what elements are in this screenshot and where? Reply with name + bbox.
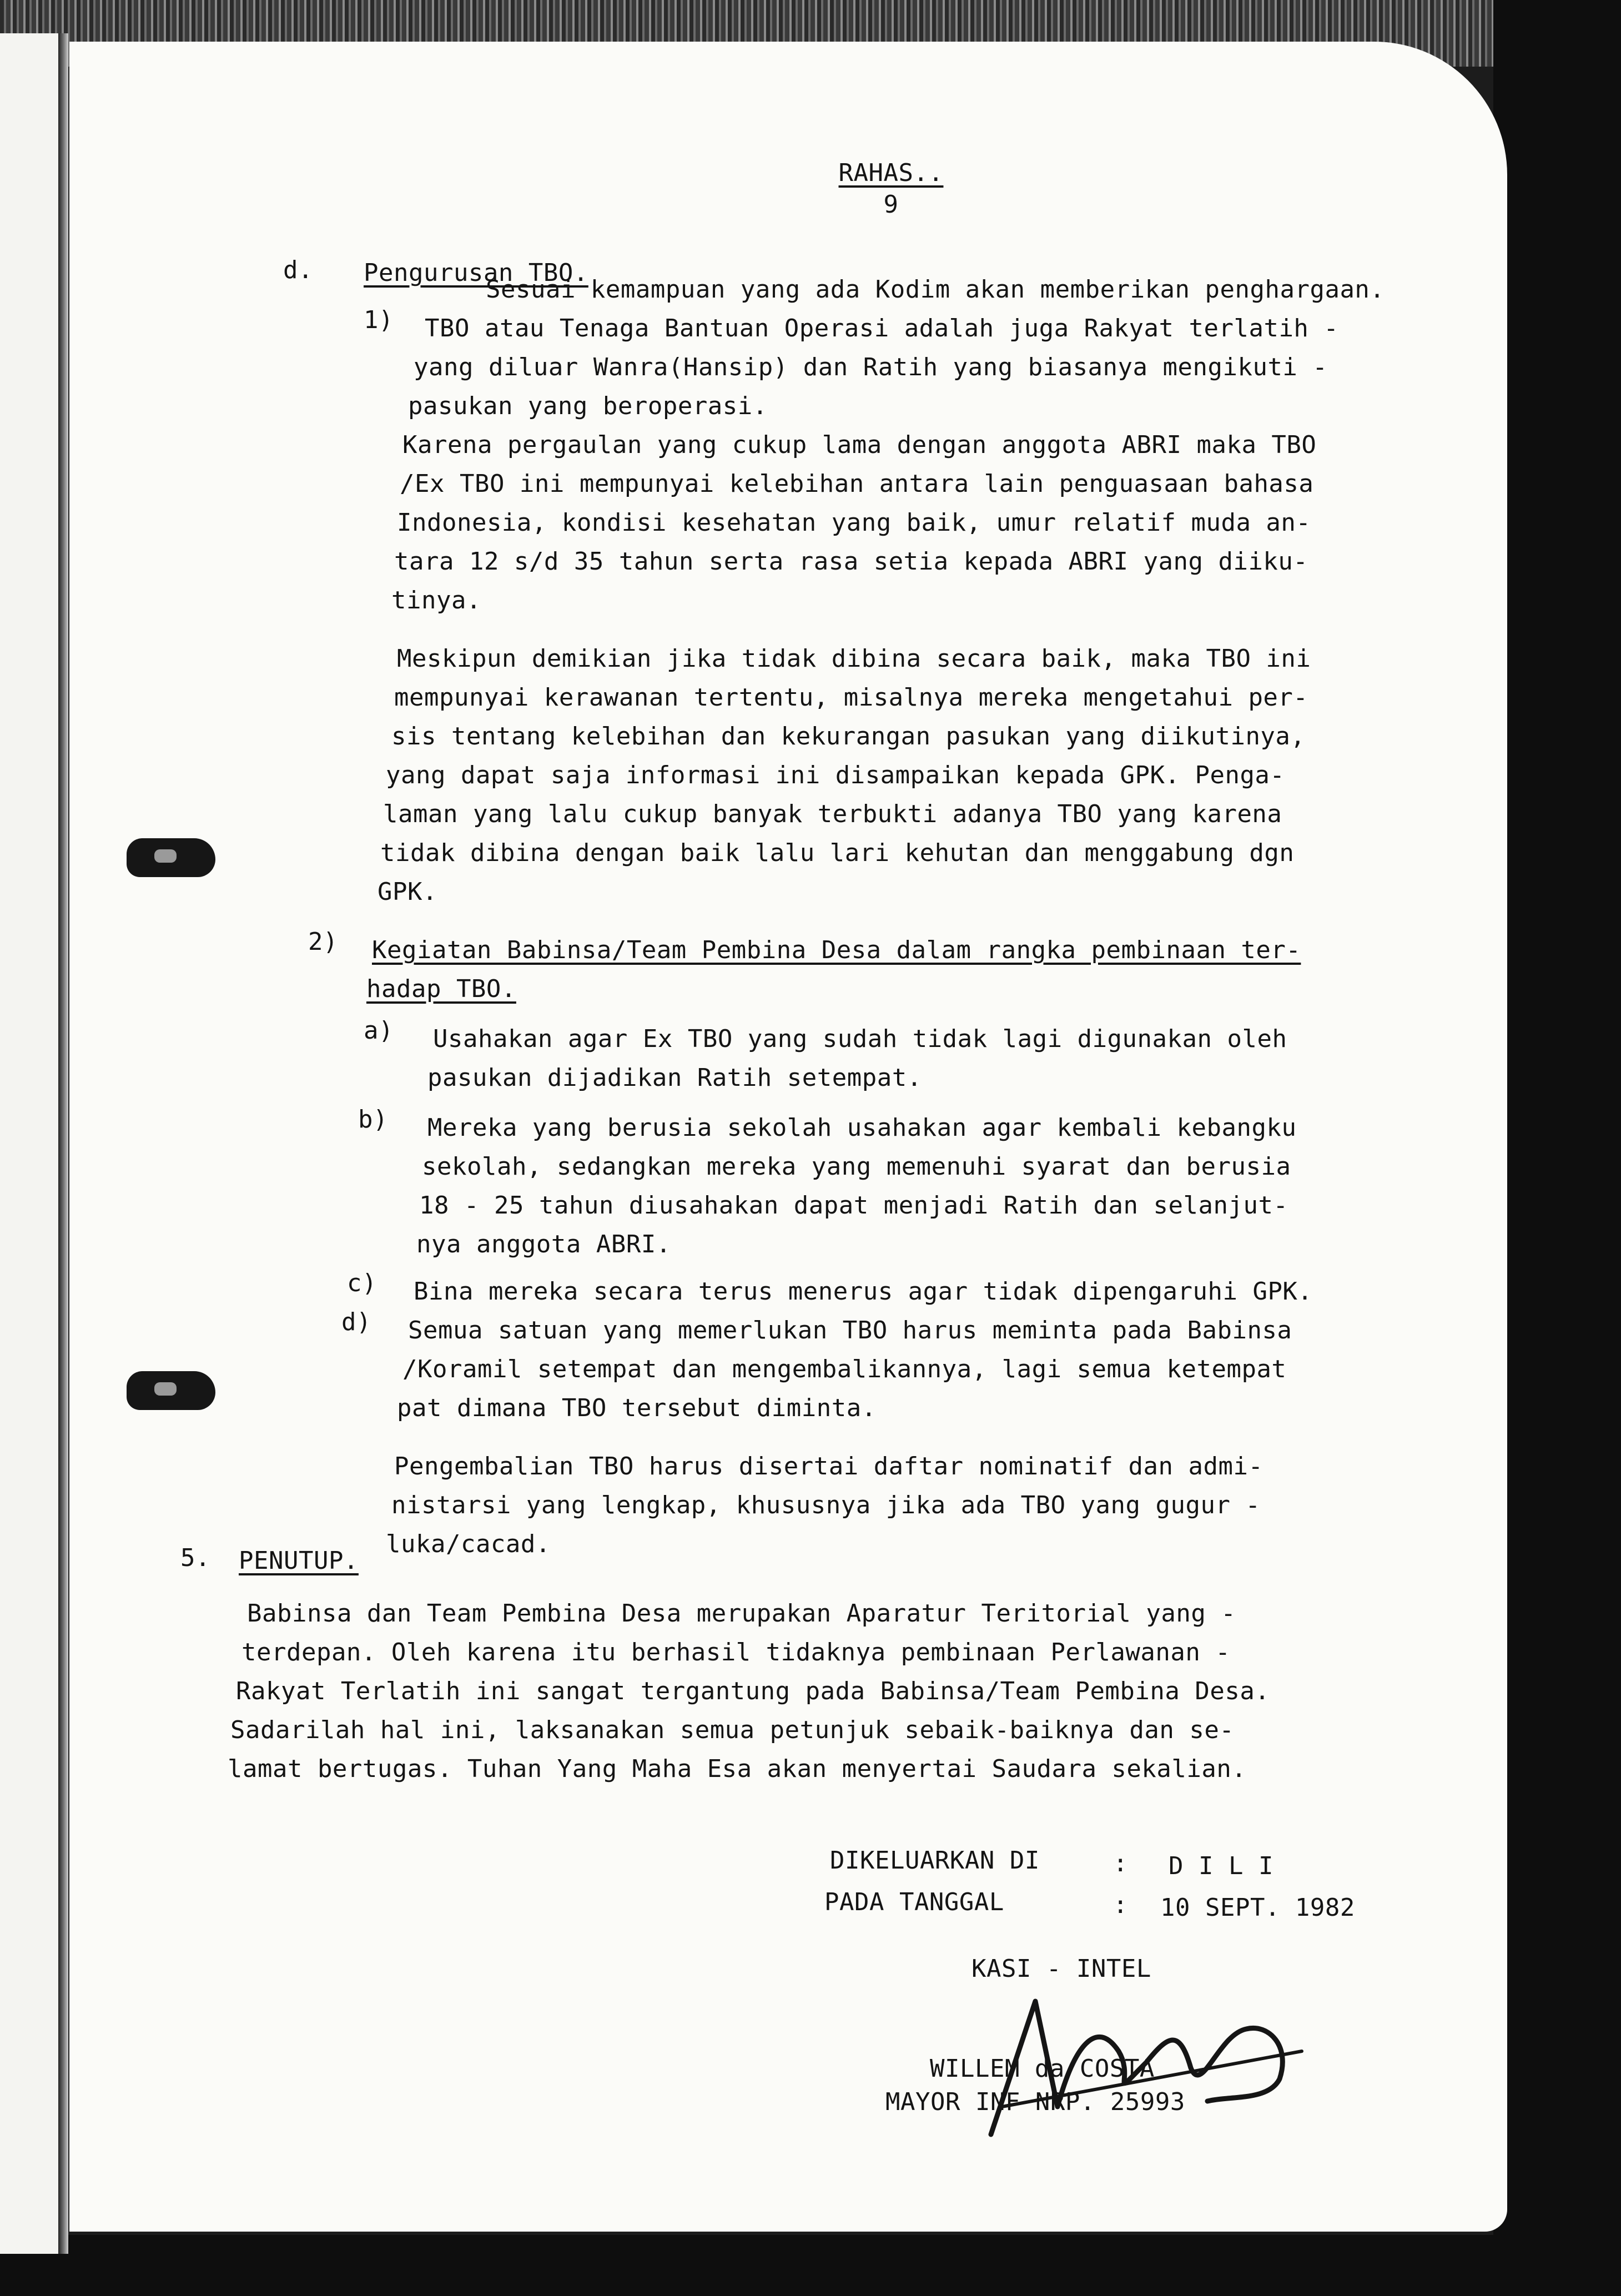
- text-line: Meskipun demikian jika tidak dibina secara baik, maka TBO ini: [397, 645, 1311, 673]
- text-line: Bina mereka secara terus menerus agar tidak dipengaruhi GPK.: [414, 1277, 1313, 1306]
- date-value: 10 SEPT. 1982: [1160, 1894, 1355, 1922]
- text-line: Mereka yang berusia sekolah usahakan agar kembali kebangku: [427, 1114, 1297, 1142]
- text-line: Semua satuan yang memerlukan TBO harus meminta pada Babinsa: [408, 1316, 1292, 1345]
- text-line: Babinsa dan Team Pembina Desa merupakan Aparatur Teritorial yang -: [247, 1599, 1236, 1628]
- text-line: pasukan yang beroperasi.: [408, 392, 768, 420]
- text-line: lamat bertugas. Tuhan Yang Maha Esa akan menyertai Saudara sekalian.: [228, 1755, 1247, 1783]
- binder-ring-upper: [127, 838, 215, 877]
- text-line: Rakyat Terlatih ini sangat tergantung pada Babinsa/Team Pembina Desa.: [236, 1677, 1270, 1705]
- classification-mark: RAHAS..: [838, 159, 944, 187]
- text-line: tinya.: [391, 586, 481, 615]
- text-line: /Koramil setempat dan mengembalikannya, lagi semua ketempat: [402, 1355, 1287, 1383]
- item-2-number: 2): [308, 928, 338, 956]
- text-line: Karena pergaulan yang cukup lama dengan anggota ABRI maka TBO: [402, 431, 1317, 459]
- text-line: pasukan dijadikan Ratih setempat.: [427, 1064, 922, 1092]
- text-line: yang dapat saja informasi ini disampaikan kepada GPK. Penga-: [386, 761, 1285, 789]
- subitem-c-letter: c): [347, 1269, 377, 1297]
- text-line: terdepan. Oleh karena itu berhasil tidaknya pembinaan Perlawanan -: [241, 1638, 1231, 1666]
- binder-spine: [58, 33, 68, 2254]
- text-line: yang diluar Wanra(Hansip) dan Ratih yang biasanya mengikuti -: [414, 353, 1328, 381]
- signatory-name: WILLEM da COSTA: [930, 2055, 1155, 2083]
- signatory-rank: MAYOR INF NRP. 25993: [885, 2088, 1185, 2116]
- text-line: tara 12 s/d 35 tahun serta rasa setia kepada ABRI yang diiku-: [394, 547, 1308, 576]
- item-2-heading: Kegiatan Babinsa/Team Pembina Desa dalam rangka pembinaan ter-: [372, 936, 1301, 964]
- subitem-a-letter: a): [364, 1016, 394, 1045]
- text-line: Sadarilah hal ini, laksanakan semua petunjuk sebaik-baiknya dan se-: [230, 1716, 1235, 1744]
- text-line: tidak dibina dengan baik lalu lari kehutan dan menggabung dgn: [380, 839, 1295, 867]
- page-number: 9: [883, 190, 899, 219]
- text-line: sis tentang kelebihan dan kekurangan pasukan yang diikutinya,: [391, 722, 1306, 751]
- intro-paragraph: Sesuai kemampuan yang ada Kodim akan memberikan penghargaan.: [486, 275, 1385, 304]
- text-line: nistarsi yang lengkap, khususnya jika ada TBO yang gugur -: [391, 1491, 1261, 1519]
- date-label: PADA TANGGAL: [824, 1888, 1004, 1916]
- text-line: mempunyai kerawanan tertentu, misalnya mereka mengetahui per-: [394, 683, 1308, 712]
- text-line: Usahakan agar Ex TBO yang sudah tidak lagi digunakan oleh: [433, 1025, 1287, 1053]
- subitem-b-letter: b): [358, 1105, 388, 1134]
- item-1-number: 1): [364, 306, 394, 334]
- section-5-heading: PENUTUP.: [239, 1547, 359, 1575]
- text-line: Pengembalian TBO harus disertai daftar nominatif dan admi-: [394, 1452, 1263, 1481]
- subitem-d-letter: d): [341, 1308, 371, 1336]
- binder-left-page: [0, 33, 61, 2254]
- text-line: sekolah, sedangkan mereka yang memenuhi syarat dan berusia: [422, 1152, 1291, 1181]
- text-line: TBO atau Tenaga Bantuan Operasi adalah juga Rakyat terlatih -: [425, 314, 1339, 343]
- text-line: GPK.: [377, 878, 437, 906]
- text-line: /Ex TBO ini mempunyai kelebihan antara lain penguasaan bahasa: [400, 470, 1314, 498]
- text-line: pat dimana TBO tersebut diminta.: [397, 1394, 877, 1422]
- text-line: 18 - 25 tahun diusahakan dapat menjadi Ratih dan selanjut-: [419, 1191, 1288, 1220]
- section-d-letter: d.: [283, 256, 313, 284]
- text-line: nya anggota ABRI.: [416, 1230, 671, 1258]
- text-line: laman yang lalu cukup banyak terbukti adanya TBO yang karena: [383, 800, 1282, 828]
- issued-label: DIKELUARKAN DI: [830, 1846, 1040, 1875]
- section-5-number: 5.: [180, 1544, 210, 1572]
- text-line: luka/cacad.: [386, 1530, 551, 1558]
- document-page: [69, 42, 1507, 2232]
- date-colon: :: [1113, 1891, 1128, 1919]
- section-d-heading: Pengurusan TBO.: [364, 259, 588, 287]
- binder-ring-lower: [127, 1371, 215, 1410]
- handwritten-signature: [969, 1968, 1313, 2146]
- scan-bottom-background: [0, 2235, 1621, 2296]
- position-title: KASI - INTEL: [971, 1955, 1151, 1983]
- item-2-heading: hadap TBO.: [366, 975, 516, 1003]
- scan-right-background: [1493, 0, 1621, 2296]
- issued-colon: :: [1113, 1849, 1128, 1877]
- issued-value: D I L I: [1169, 1852, 1273, 1880]
- text-line: Indonesia, kondisi kesehatan yang baik, umur relatif muda an-: [397, 508, 1311, 537]
